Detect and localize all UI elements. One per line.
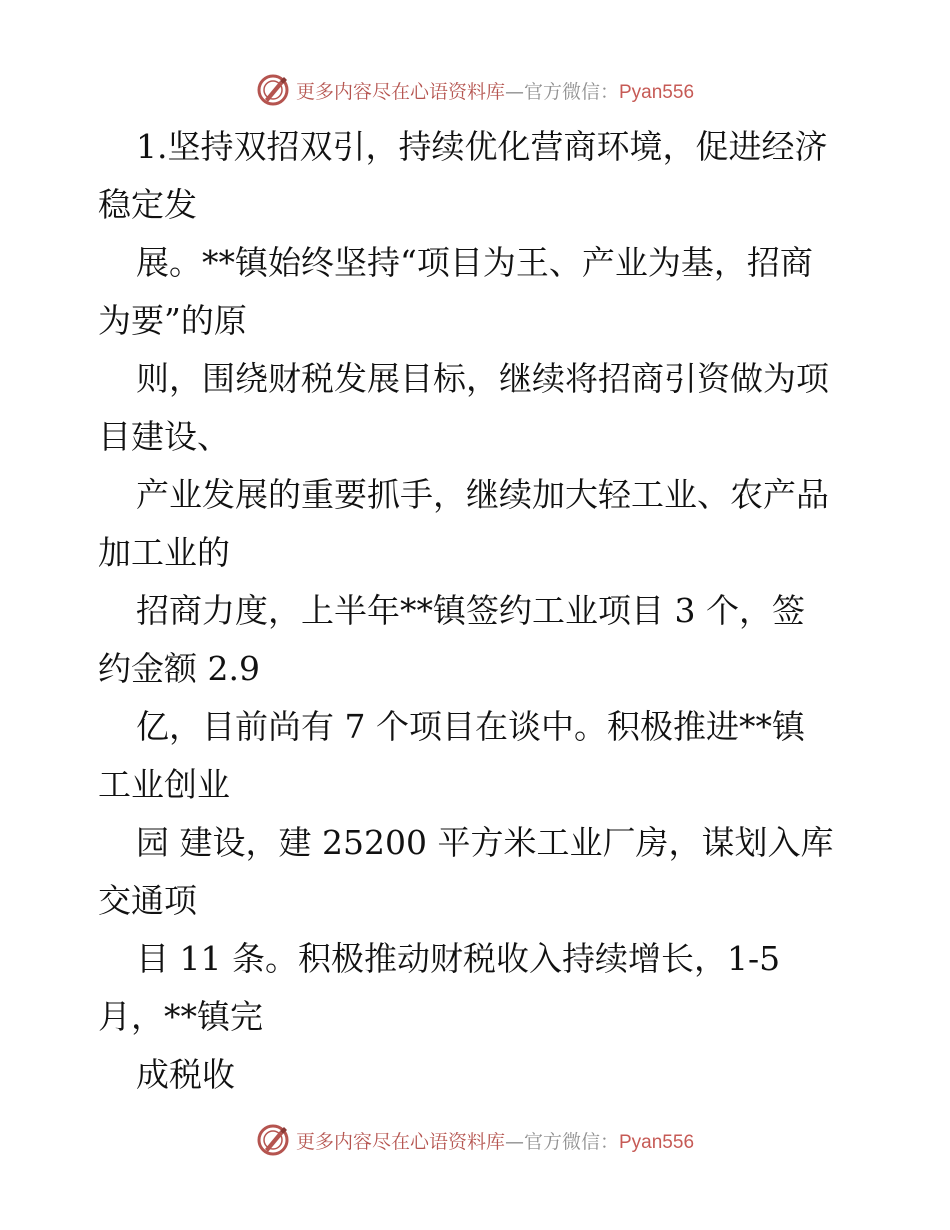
text-line: 亿，目前尚有 7 个项目在谈中。积极推进**镇 — [136, 707, 805, 746]
watermark-text: 更多内容尽在心语资料库—官方微信：Pyan556 — [295, 1130, 695, 1153]
text-line: 约金额 2.9 — [98, 649, 260, 688]
text-line: 月，**镇完 — [98, 997, 263, 1036]
text-line: 加工业的 — [98, 533, 230, 572]
text-line: 则，围绕财税发展目标，继续将招商引资做为项 — [136, 359, 829, 398]
text-line: 展。**镇始终坚持“项目为王、产业为基，招商 — [136, 243, 813, 282]
text-line: 交通项 — [98, 881, 197, 920]
text-line: 园 建设，建 25200 平方米工业厂房，谋划入库 — [136, 823, 834, 862]
header-watermark — [0, 70, 950, 110]
text-line: 1.坚持双招双引，持续优化营商环境，促进经济 — [136, 127, 828, 166]
pen-seal-icon — [256, 73, 290, 107]
text-line: 目建设、 — [98, 417, 230, 456]
text-line: 工业创业 — [98, 765, 230, 804]
text-line: 为要”的原 — [98, 301, 247, 340]
text-line: 招商力度，上半年**镇签约工业项目 3 个，签 — [136, 591, 805, 630]
text-line: 产业发展的重要抓手，继续加大轻工业、农产品 — [136, 475, 829, 514]
document-body — [98, 118, 858, 1104]
pen-seal-icon — [256, 1123, 290, 1157]
text-line: 稳定发 — [98, 185, 197, 224]
text-line: 目 11 条。积极推动财税收入持续增长，1-5 — [136, 939, 781, 978]
watermark-text: 更多内容尽在心语资料库—官方微信：Pyan556 — [295, 80, 695, 103]
text-line: 成税收 — [136, 1055, 235, 1094]
footer-watermark — [0, 1120, 950, 1160]
